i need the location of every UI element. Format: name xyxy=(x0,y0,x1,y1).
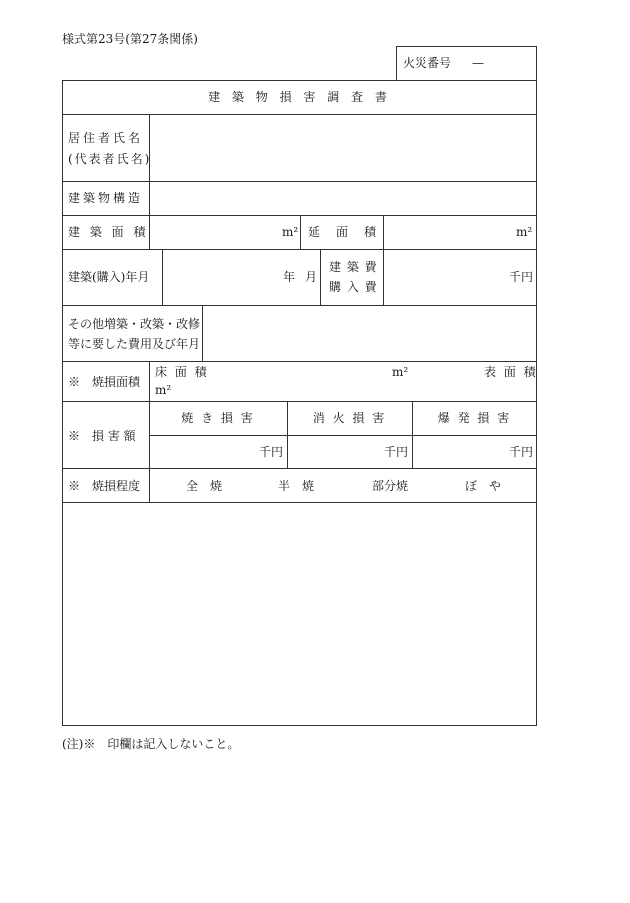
building-area-label: 建 築 面 積 xyxy=(68,225,149,239)
burn-damage-header: 焼 き 損 害 xyxy=(181,411,255,425)
year-unit: 年 xyxy=(283,270,296,284)
building-structure-label: 建築物構造 xyxy=(68,191,144,205)
fire-number-dash: — xyxy=(472,56,484,70)
surface-area-unit: m² xyxy=(155,383,172,397)
representative-name-label: (代表者氏名) xyxy=(68,152,152,166)
extinguish-damage-unit: 千円 xyxy=(384,445,409,459)
renovation-cost-label: 等に要した費用及び年月 xyxy=(68,337,201,351)
explosion-damage-header: 爆 発 損 害 xyxy=(437,411,512,425)
burn-degree-label: ※ 焼損程度 xyxy=(68,479,141,493)
total-floor-area-label: 延 面 積 xyxy=(308,225,379,239)
burn-degree-small: ぼ や xyxy=(465,479,502,493)
construction-cost-unit: 千円 xyxy=(509,270,534,284)
document-title: 建 築 物 損 害 調 査 書 xyxy=(208,90,391,104)
purchase-cost-label: 購 入 費 xyxy=(329,280,378,294)
form-number: 様式第23号(第27条関係) xyxy=(62,32,198,46)
burn-degree-half: 半 焼 xyxy=(278,479,315,493)
survey-table xyxy=(62,80,537,726)
footnote: (注)※ 印欄は記入しないこと。 xyxy=(62,737,240,751)
damage-amount-label: ※ 損 害 額 xyxy=(68,429,136,443)
extinguish-damage-header: 消 火 損 害 xyxy=(312,411,387,425)
total-floor-area-unit: m² xyxy=(516,225,533,239)
fire-number-label: 火災番号 xyxy=(403,56,452,70)
building-area-unit: m² xyxy=(282,225,299,239)
explosion-damage-unit: 千円 xyxy=(509,445,534,459)
surface-area-label: 表 面 積 xyxy=(484,365,538,379)
burn-degree-total: 全 焼 xyxy=(186,479,223,493)
other-renovation-label: その他増築・改築・改修 xyxy=(68,317,201,331)
month-unit: 月 xyxy=(305,270,318,284)
floor-area-unit: m² xyxy=(392,365,409,379)
burn-degree-partial: 部分焼 xyxy=(372,479,409,493)
construction-cost-label: 建 築 費 xyxy=(329,260,378,274)
burn-damage-unit: 千円 xyxy=(259,445,284,459)
resident-name-label: 居住者氏名 xyxy=(68,131,144,145)
construction-year-label: 建築(購入)年月 xyxy=(68,270,150,284)
floor-area-label: 床 面 積 xyxy=(155,365,209,379)
burned-area-label: ※ 焼損面積 xyxy=(68,375,141,389)
